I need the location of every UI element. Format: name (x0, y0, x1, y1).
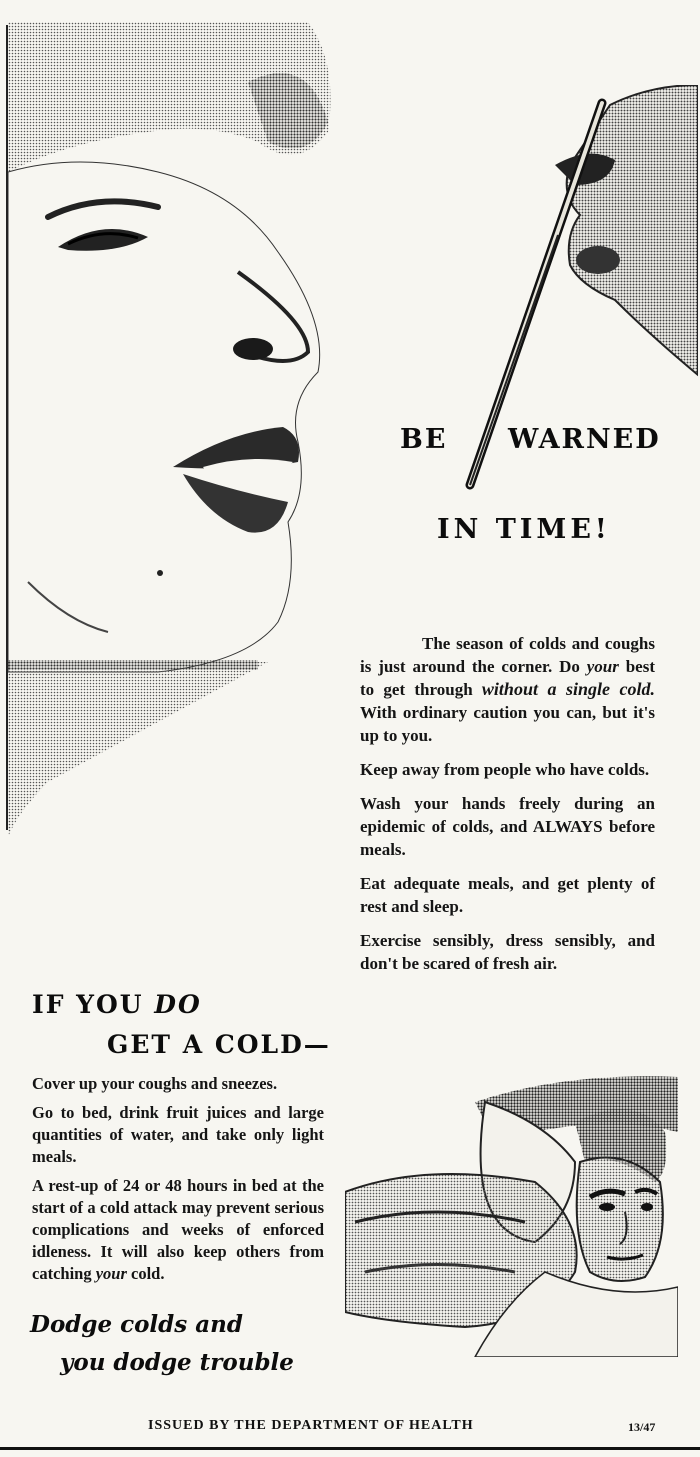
man-in-bed-illustration (345, 1072, 678, 1357)
cold-heading-line-2: GET A COLD— (107, 1030, 331, 1059)
tip-wash-hands: Wash your hands freely during an epidemic of colds, and ALWAYS before meals. (360, 794, 655, 859)
issuer-line: ISSUED BY THE DEPARTMENT OF HEALTH (148, 1418, 474, 1433)
intro-paragraph: The season of colds and coughs is just around the corner. Do your best to get through without a single cold. With ordinary caution you can, but it's up to you. (360, 634, 655, 745)
slogan-line-1: Dodge colds and (30, 1311, 243, 1338)
tip-eat-meals: Eat adequate meals, and get plenty of rest and sleep. (360, 874, 655, 916)
cold-tip-bed: Go to bed, drink fruit juices and large quantities of water, and take only light meals. (32, 1103, 324, 1166)
emphasis-without-cold: without a single cold. (481, 679, 655, 699)
bottom-rule (0, 1447, 700, 1450)
cold-tip-rest: A rest-up of 24 or 48 hours in bed at the start of a cold attack may prevent serious complications and weeks of enforced idleness. It will also keep others from catching your cold. (32, 1176, 324, 1283)
emphasis-your: your (586, 657, 619, 676)
tip-exercise: Exercise sensibly, dress sensibly, and don't be scared of fresh air. (360, 931, 655, 973)
emphasis-do: DO (154, 990, 202, 1019)
intro-column (360, 632, 655, 986)
headline-be: BE (400, 424, 448, 455)
cold-tip-cover: Cover up your coughs and sneezes. (32, 1074, 278, 1093)
woman-face-illustration (8, 22, 348, 837)
ad-code: 13/47 (628, 1420, 656, 1434)
headline-warned: WARNED (508, 424, 661, 455)
slogan-line-2: you dodge trouble (60, 1349, 294, 1376)
cold-heading-line-1: IF YOU DO (32, 990, 202, 1019)
headline-in-time: IN TIME! (437, 514, 611, 545)
tip-keep-away: Keep away from people who have colds. (360, 760, 650, 779)
emphasis-your-cold: your (95, 1264, 127, 1283)
cold-section-body (32, 1073, 324, 1296)
